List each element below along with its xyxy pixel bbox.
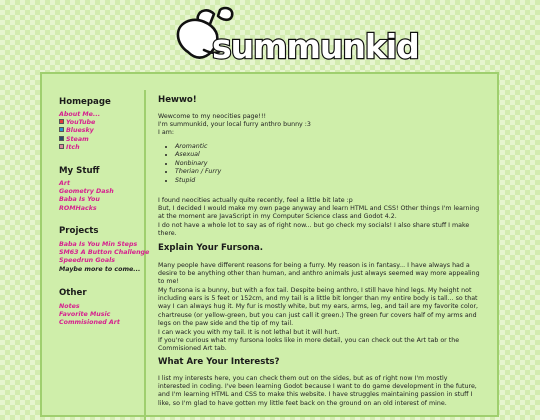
trait-item: • Therian / Furry bbox=[175, 168, 221, 176]
sidebar bbox=[56, 90, 150, 420]
youtube-icon bbox=[59, 119, 64, 124]
paragraph-fursona-reason: Many people have different reasons for being a furry. My reason is in fantasy... I have always had a desire to be anything other than human, and anthro animals just always seemed way more appealing to me! bbox=[158, 262, 480, 286]
sidebar-item-geometry-dash[interactable]: Geometry Dash bbox=[59, 188, 114, 196]
sidebar-heading-mystuff: My Stuff bbox=[59, 166, 100, 176]
sidebar-item-speedrun-goals[interactable]: Speedrun Goals bbox=[59, 257, 116, 265]
sidebar-item-romhacks[interactable]: ROMHacks bbox=[59, 204, 97, 212]
site-logo bbox=[168, 4, 419, 66]
sidebar-list-mystuff bbox=[59, 180, 114, 213]
bluesky-icon bbox=[59, 127, 64, 132]
sidebar-item-commisioned-art[interactable]: Commisioned Art bbox=[59, 319, 120, 327]
heading-hewwo: Hewwo! bbox=[158, 95, 197, 105]
sidebar-heading-homepage: Homepage bbox=[59, 97, 111, 107]
intro-line-3: I am: bbox=[158, 129, 174, 136]
paragraph-fursona-art: If you're curious what my fursona looks like in more detail, you can check out the Art tab or the Commisioned Art tab. bbox=[158, 337, 460, 353]
sidebar-item-itch[interactable]: Itch bbox=[59, 144, 100, 152]
trait-item: • Aromantic bbox=[175, 143, 221, 151]
sidebar-item-sm63-challenge[interactable]: SM63 A Button Challenge bbox=[59, 249, 150, 257]
sidebar-heading-projects: Projects bbox=[59, 226, 99, 236]
traits-list bbox=[175, 143, 221, 185]
sidebar-list-homepage bbox=[59, 111, 100, 152]
steam-icon bbox=[59, 136, 64, 141]
main-content bbox=[158, 90, 488, 420]
itch-icon bbox=[59, 144, 64, 149]
sidebar-item-baba-min-steps[interactable]: Baba Is You Min Steps bbox=[59, 241, 138, 248]
sidebar-item-youtube[interactable]: YouTube bbox=[59, 119, 100, 127]
paragraph-interests: I list my interests here, you can check them out on the sides, but as of right now I'm mostly interested in coding. I've been learning Godot because I want to do game development in the future, and I'm learning HTML and CSS to make this website. I have struggles maintaining passion in stuff I like, so I'm glad to have gotten my little feet back on the ground on an old interest of mine. bbox=[158, 375, 477, 407]
paragraph-fursona-tail: I can wack you with my tail. It is not lethal but it will hurt. bbox=[158, 329, 340, 336]
sidebar-item-art[interactable]: Art bbox=[59, 180, 70, 187]
intro-line-1: Wewcome to my neocities page!!! bbox=[158, 113, 266, 120]
sidebar-list-other bbox=[59, 303, 120, 328]
paragraph-socials: I do not have a whole lot to say as of right now... but go check my socials! I also share stuff I make there. bbox=[158, 222, 470, 238]
trait-item: • Asexual bbox=[175, 151, 221, 159]
trait-item: • Stupid bbox=[175, 177, 221, 185]
trait-item: • Nonbinary bbox=[175, 160, 221, 168]
heading-interests: What Are Your Interests? bbox=[158, 357, 280, 367]
heading-fursona: Explain Your Fursona. bbox=[158, 243, 264, 253]
sidebar-item-about[interactable]: About Me... bbox=[59, 111, 101, 118]
sidebar-list-projects bbox=[59, 241, 149, 274]
sidebar-item-bluesky[interactable]: Bluesky bbox=[59, 127, 100, 135]
sidebar-heading-other: Other bbox=[59, 288, 87, 298]
sidebar-item-notes[interactable]: Notes bbox=[59, 303, 80, 310]
sidebar-item-steam[interactable]: Steam bbox=[59, 136, 100, 144]
paragraph-fursona-description: My fursona is a bunny, but with a fox tail. Despite being anthro, I still have hind legs. My height not including ears is 5 feet or 152cm, and my tail is a little bit longer than my entire body is tall... so that way I can always hug it. My fur is mostly white, but my ears, arms, leg, and tail are my favorite color, chartreuse (or yellow-green, but you can just call it green.) The green fur covers half of my arms and legs on the paw side and the tip of my tail. bbox=[158, 287, 479, 327]
sidebar-item-favorite-music[interactable]: Favorite Music bbox=[59, 311, 111, 319]
paragraph-learning: But, I decided I would make my own page anyway and learn HTML and CSS! Other things I'm learning at the moment are JavaScript in my Computer Science class and Godot 4.2. bbox=[158, 205, 480, 221]
intro-line-2: I'm summunkid, your local furry anthro bunny :3 bbox=[158, 121, 311, 128]
paragraph-found-neocities: I found neocities actually quite recently, feel a little bit late :p bbox=[158, 197, 353, 204]
logo-text: summunkid bbox=[212, 27, 419, 66]
sidebar-item-baba-is-you[interactable]: Baba Is You bbox=[59, 196, 100, 204]
sidebar-item-more: Maybe more to come... bbox=[59, 265, 141, 273]
